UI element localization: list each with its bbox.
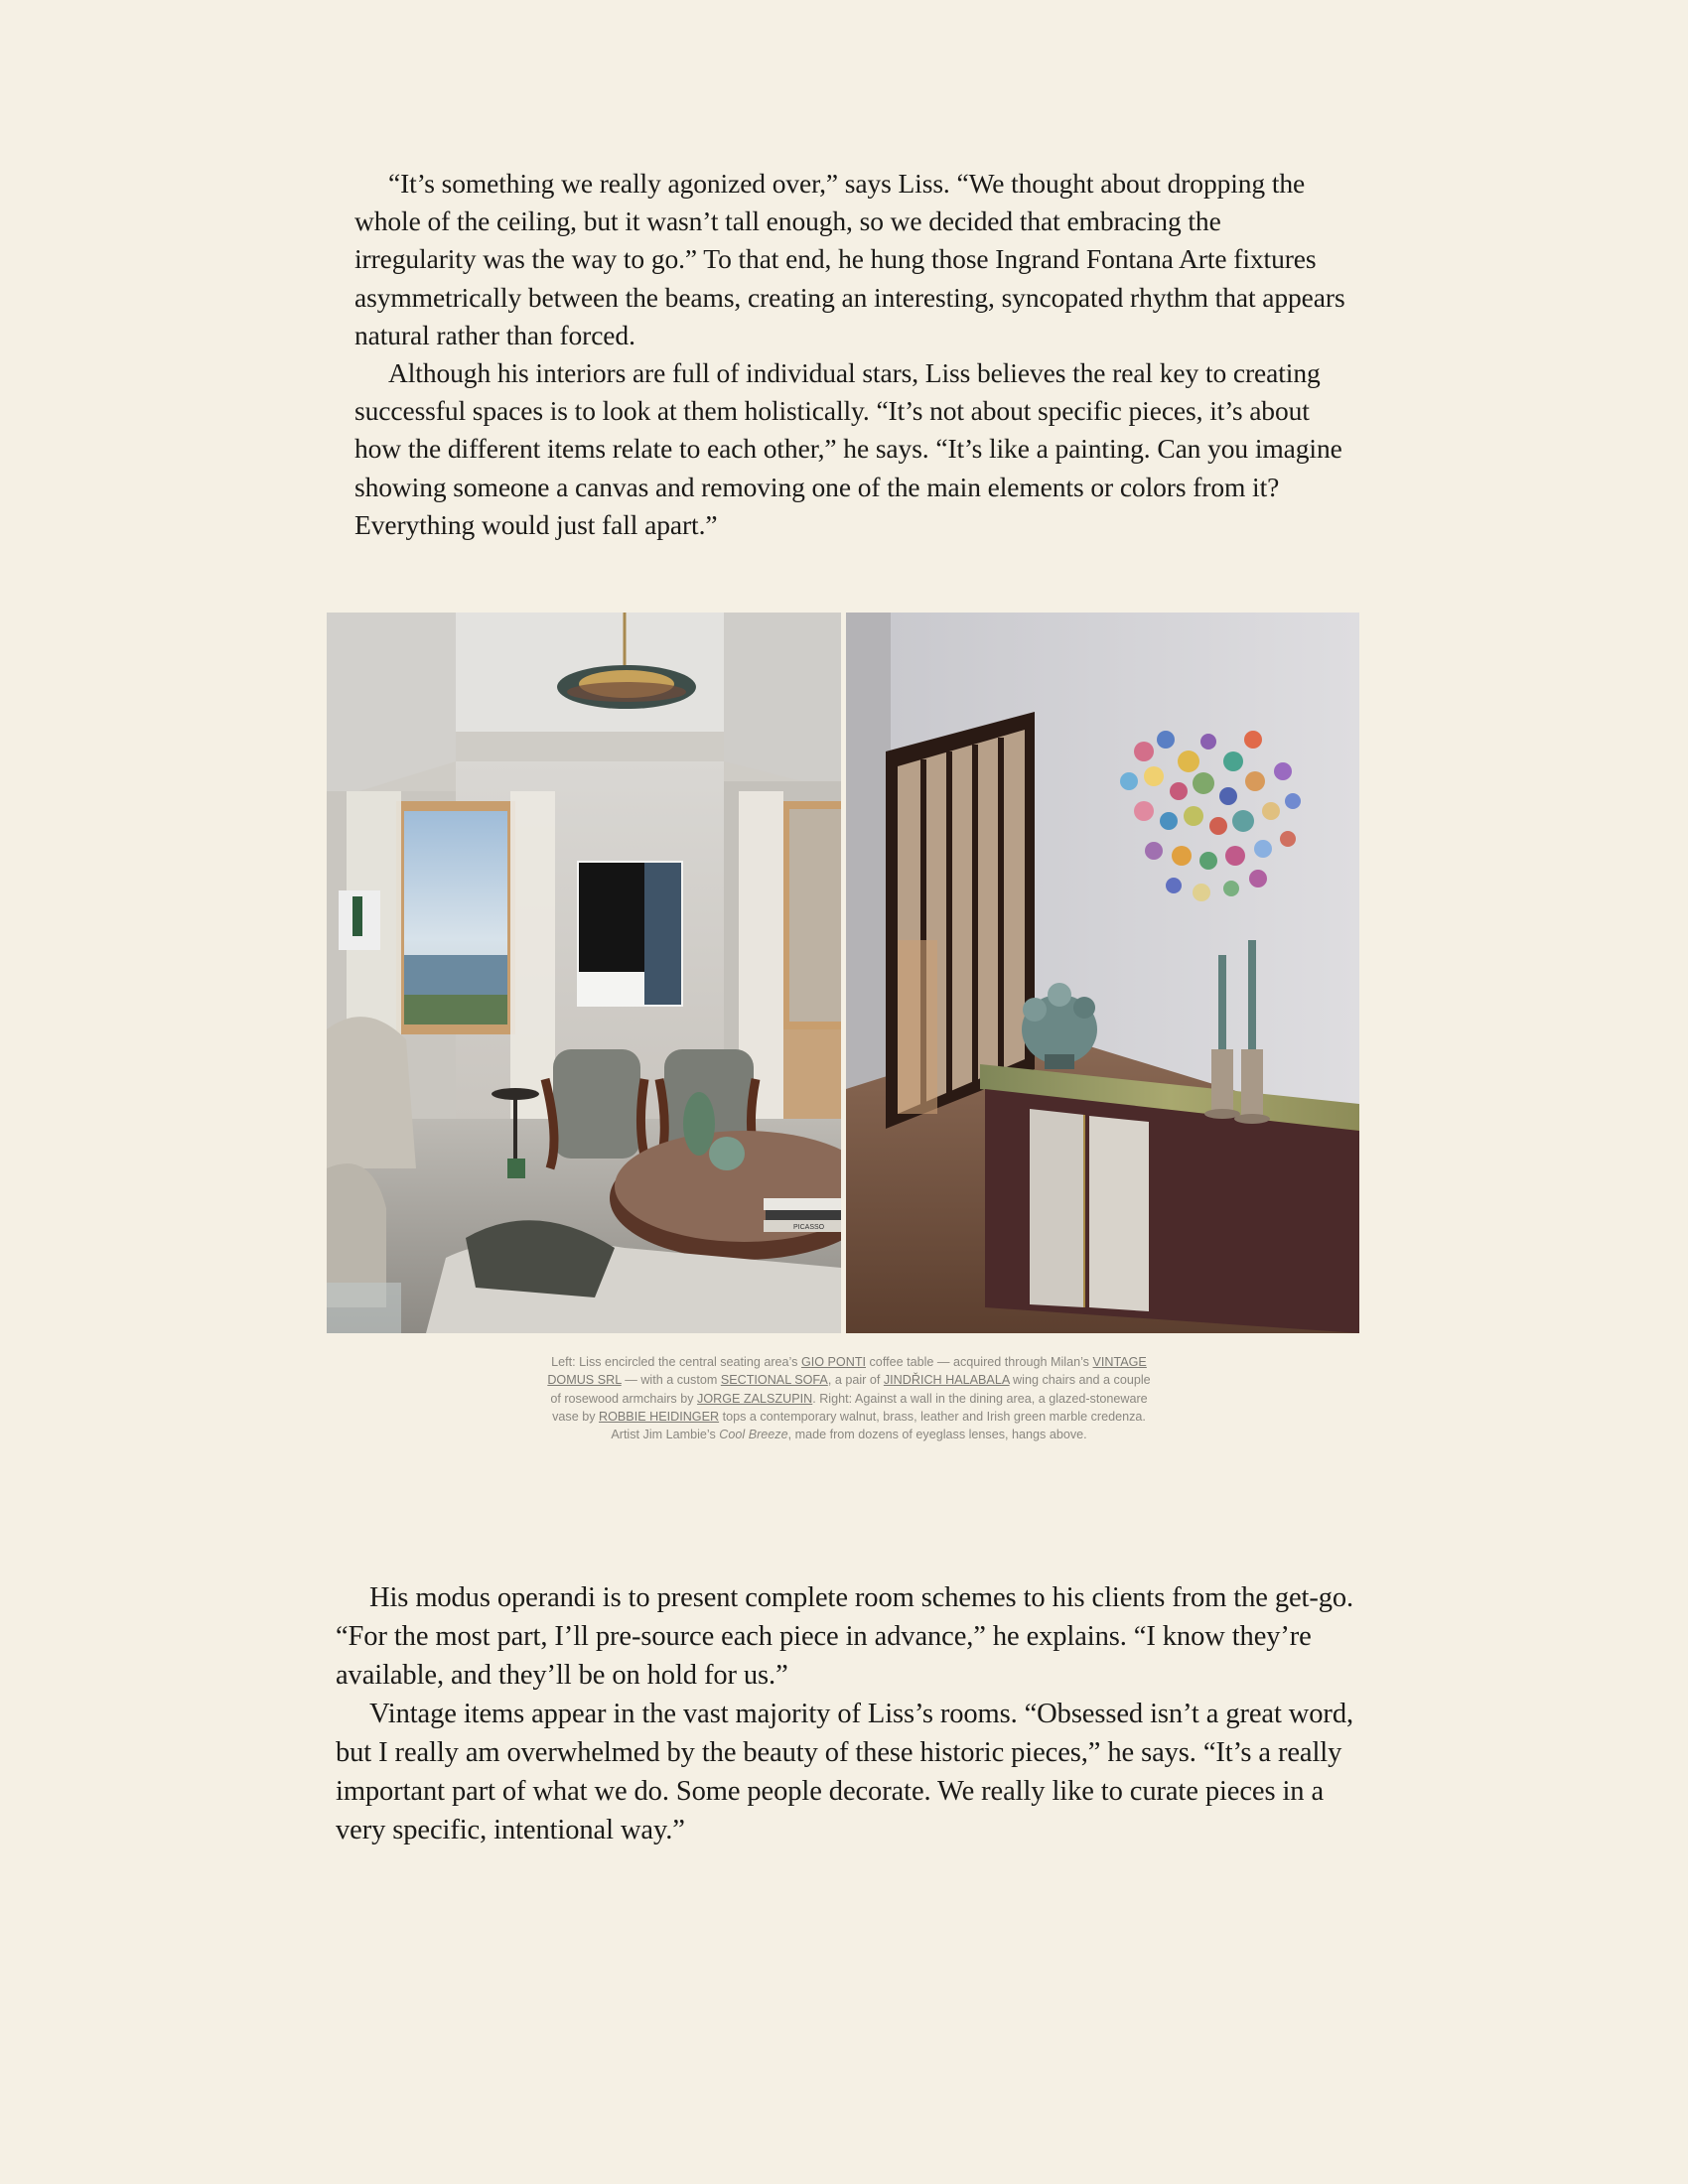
caption-text: coffee table — acquired through Milan’s — [866, 1355, 1093, 1369]
article-paragraph: Although his interiors are full of individual stars, Liss believes the real key to creating successful spaces is to look at them holistically. “It’s not about specific pieces, it’s about how the different items relate to each other,” he says. “It’s like a painting. Can you imagine showing someone a canvas and removing one of the main elements or colors from it? Everything would just fall apart.” — [354, 357, 1342, 540]
caption-text: Left: Liss encircled the central seating area’s — [551, 1355, 801, 1369]
dining-area-photo — [846, 613, 1359, 1333]
caption-link-sectional-sofa[interactable]: SECTIONAL SOFA — [720, 1373, 828, 1388]
living-room-photo — [327, 613, 841, 1333]
article-text-top — [354, 165, 1347, 544]
caption-link-gio-ponti[interactable]: GIO PONTI — [800, 1355, 867, 1369]
caption-link-jindrich-halabala[interactable]: JINDŘICH HALABALA — [883, 1373, 1010, 1388]
caption-link-vintage-domus[interactable]: VINTAGE DOMUS SRL — [547, 1355, 1147, 1388]
article-paragraph: Vintage items appear in the vast majority of Liss’s rooms. “Obsessed isn’t a great word, but I really am overwhelmed by the beauty of these historic pieces,” he says. “It’s a really important part of what we do. Some people decorate. We really like to curate pieces in a very specific, intentional way.” — [336, 1699, 1353, 1845]
book-spine-text: PICASSO — [793, 1224, 825, 1231]
caption-text: , made from dozens of eyeglass lenses, hangs above. — [787, 1428, 1087, 1442]
article-paragraph: “It’s something we really agonized over,” says Liss. “We thought about dropping the whole of the ceiling, but it wasn’t tall enough, so we decided that embracing the irregularity was the way to go.” To that end, he hung those Ingrand Fontana Arte fixtures asymmetrically between the beams, creating an interesting, syncopated rhythm that appears natural rather than forced. — [354, 168, 1345, 350]
photo-caption — [541, 1353, 1157, 1443]
caption-text: tops a contemporary walnut, brass, leather and Irish green marble credenza. Artist Jim Lambie’s — [611, 1409, 1146, 1442]
caption-link-robbie-heidinger[interactable]: ROBBIE HEIDINGER — [599, 1409, 720, 1424]
caption-artwork-title: Cool Breeze — [719, 1428, 788, 1442]
caption-text: — with a custom — [621, 1373, 721, 1388]
caption-text: , a pair of — [827, 1373, 884, 1388]
caption-text: . Right: Against a wall in the dining area, a glazed-stoneware vase by — [552, 1391, 1148, 1424]
caption-text: wing chairs and a couple of rosewood armchairs by — [550, 1373, 1151, 1406]
article-text-bottom — [336, 1578, 1358, 1849]
article-paragraph: His modus operandi is to present complete room schemes to his clients from the get-go. “For the most part, I’ll pre-source each piece in advance,” he explains. “I know they’re available, and they’ll be on hold for us.” — [336, 1582, 1354, 1691]
caption-link-jorge-zalszupin[interactable]: JORGE ZALSZUPIN — [697, 1391, 813, 1406]
